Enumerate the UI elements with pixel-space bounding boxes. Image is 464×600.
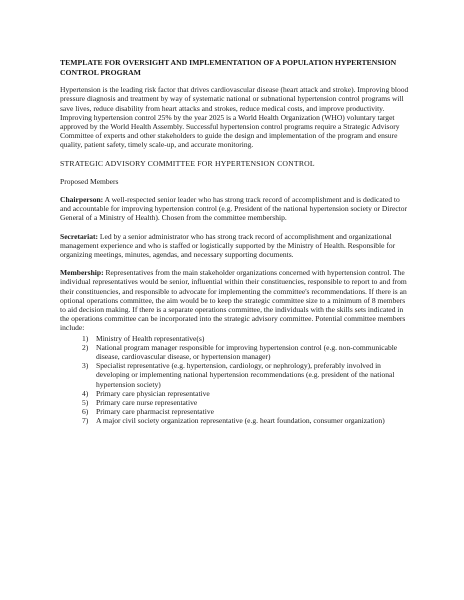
list-item-number: 2) (82, 342, 89, 352)
list-item-number: 7) (82, 416, 89, 426)
proposed-members-heading: Proposed Members (60, 176, 119, 186)
list-item-text: A major civil society organization representative (e.g. heart foundation, consumer organization) (96, 416, 385, 426)
member-list (60, 334, 412, 426)
section-heading: STRATEGIC ADVISORY COMMITTEE FOR HYPERTENSION CONTROL (60, 158, 315, 168)
list-item (82, 361, 412, 389)
list-item (82, 398, 412, 407)
list-item-number: 5) (82, 398, 89, 408)
list-item-number: 1) (82, 333, 89, 343)
list-item (82, 407, 412, 416)
list-item-text: Ministry of Health representative(s) (96, 333, 205, 343)
list-item-text: Primary care nurse representative (96, 398, 198, 408)
intro-paragraph: Hypertension is the leading risk factor that drives cardiovascular disease (heart attack and stroke). Improving blood pressure diagnosis and treatment by way of systematic national or subnational hypertension control programs will save lives, reduce disability from heart attacks and strokes, reduce medical costs, and improve productivity. Improving hypertension control 25% by the year 2025 is a World Health Organization (WHO) voluntary target approved by the World Health Assembly. Successful hypertension control programs require a Strategic Advisory Committee of experts and other stakeholders to guide the design and implementation of the program and ensure quality, patient safety, timely scale-up, and accurate monitoring. (60, 85, 409, 150)
chairperson-paragraph (60, 195, 412, 223)
chairperson-label: Chairperson: (60, 195, 104, 205)
list-item (82, 416, 412, 425)
list-item (82, 343, 412, 361)
list-item-text: Specialist representative (e.g. hypertension, cardiology, or nephrology), preferably involved in developing or implementing national hypertension recommendations (e.g. president of the national hypertension society) (96, 361, 395, 389)
secretariat-text: Led by a senior administrator who has strong track record of accomplishment and organizational management experience and who is staffed or logistically supported by the Ministry of Health. Responsible for organizing meetings, minutes, agendas, and necessary supporting documents. (60, 231, 396, 260)
list-item-number: 3) (82, 361, 89, 371)
list-item (82, 334, 412, 343)
list-item-text: National program manager responsible for improving hypertension control (e.g. non-communicable disease, cardiovascular disease, or hypertension manager) (96, 342, 398, 362)
list-item-text: Primary care physician representative (96, 388, 210, 398)
secretariat-paragraph (60, 232, 412, 260)
list-item (82, 389, 412, 398)
chairperson-text: A well-respected senior leader who has strong track record of accomplishment and is dedicated to and accountable for improving hypertension control (e.g. President of the national hypertension society or Director General of a Ministry of Health). Chosen from the committee membership. (60, 195, 408, 223)
membership-label: Membership: (60, 268, 104, 278)
document-page (60, 58, 412, 426)
secretariat-label: Secretariat: (60, 231, 98, 241)
document-title: TEMPLATE FOR OVERSIGHT AND IMPLEMENTATION OF A POPULATION HYPERTENSION CONTROL PROGRAM (60, 58, 397, 77)
list-item-number: 4) (82, 388, 89, 398)
membership-text: Representatives from the main stakeholder organizations concerned with hypertension control. The individual representatives would be senior, influential within their constituencies, responsible to report to and from their constituencies, and responsible to advocate for implementing the committee's recommendations. If there is an optional operations committee, the aim would be to keep the strategic committee size to a minimum of 8 members to aid decision making. If there is a separate operations committee, the individuals with the skills sets indicated in the operations committee can be incorporated into the strategic advisory committee. Potential committee members include: (60, 268, 407, 333)
membership-paragraph (60, 268, 412, 332)
list-item-text: Primary care pharmacist representative (96, 407, 214, 417)
list-item-number: 6) (82, 407, 89, 417)
